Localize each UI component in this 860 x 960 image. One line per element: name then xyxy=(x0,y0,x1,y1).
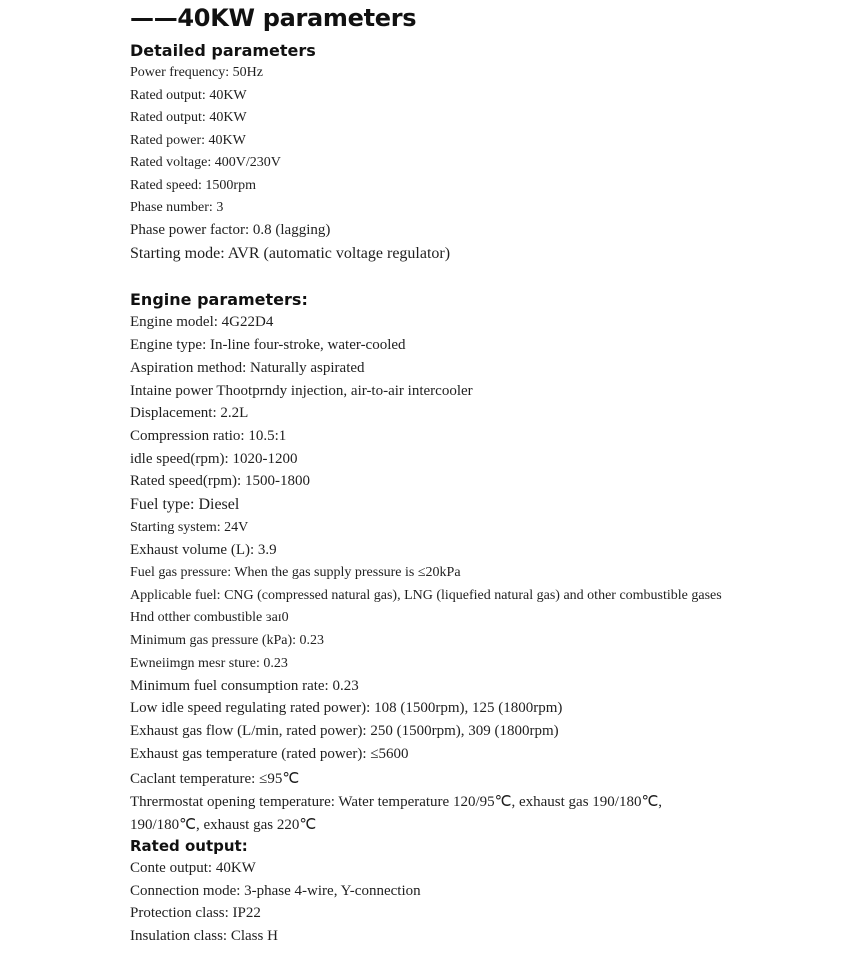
engine-line: 190/180℃, exhaust gas 220℃ xyxy=(130,817,317,833)
engine-parameters-heading: Engine parameters: xyxy=(130,290,308,309)
engine-line: Intaine power Thootprndy injection, air-to-air intercooler xyxy=(130,383,473,399)
engine-line: Minimum fuel consumption rate: 0.23 xyxy=(130,678,359,694)
engine-line: Starting system: 24V xyxy=(130,520,249,535)
detailed-line: Rated power: 40KW xyxy=(130,133,246,148)
detailed-line: Rated voltage: 400V/230V xyxy=(130,155,281,170)
engine-line: Fuel gas pressure: When the gas supply pressure is ≤20kPa xyxy=(130,565,461,580)
engine-line: Displacement: 2.2L xyxy=(130,405,249,421)
rated-output-line: Insulation class: Class H xyxy=(130,928,278,944)
engine-line: Exhaust volume (L): 3.9 xyxy=(130,542,277,558)
engine-line: Ewneiimgn mesr sture: 0.23 xyxy=(130,656,288,671)
engine-line: Applicable fuel: CNG (compressed natural gas), LNG (liquefied natural gas) and other combustible gases xyxy=(130,588,722,603)
engine-line: Engine model: 4G22D4 xyxy=(130,314,274,330)
engine-line: Caclant temperature: ≤95℃ xyxy=(130,771,300,787)
engine-line: Hnd otther combustible ɜaɪ0 xyxy=(130,610,289,625)
detailed-line: Phase number: 3 xyxy=(130,200,224,215)
engine-line: Exhaust gas flow (L/min, rated power): 250 (1500rpm), 309 (1800rpm) xyxy=(130,723,559,739)
detailed-line: Rated speed: 1500rpm xyxy=(130,178,256,193)
rated-output-line: Protection class: IP22 xyxy=(130,905,261,921)
engine-line: Aspiration method: Naturally aspirated xyxy=(130,360,365,376)
detailed-line: Starting mode: AVR (automatic voltage regulator) xyxy=(130,245,451,262)
engine-line: Thrermostat opening temperature: Water temperature 120/95℃, exhaust gas 190/180℃, xyxy=(130,794,663,810)
engine-line: idle speed(rpm): 1020-1200 xyxy=(130,451,298,467)
detailed-line: Rated output: 40KW xyxy=(130,110,247,125)
detailed-line: Phase power factor: 0.8 (lagging) xyxy=(130,222,331,238)
rated-output-line: Conte output: 40KW xyxy=(130,860,256,876)
rated-output-heading: Rated output: xyxy=(130,837,248,855)
rated-output-line: Connection mode: 3-phase 4-wire, Y-connection xyxy=(130,883,421,899)
engine-line: Fuel type: Diesel xyxy=(130,496,240,513)
engine-line: Minimum gas pressure (kPa): 0.23 xyxy=(130,633,325,648)
engine-line: Engine type: In-line four-stroke, water-cooled xyxy=(130,337,406,353)
detailed-line: Rated output: 40KW xyxy=(130,88,247,103)
engine-line: Compression ratio: 10.5:1 xyxy=(130,428,287,444)
detailed-parameters-heading: Detailed parameters xyxy=(130,41,316,60)
engine-line: Rated speed(rpm): 1500-1800 xyxy=(130,473,310,489)
page-title: ——40KW parameters xyxy=(130,4,417,32)
engine-line: Low idle speed regulating rated power): 108 (1500rpm), 125 (1800rpm) xyxy=(130,700,563,716)
detailed-line: Power frequency: 50Hz xyxy=(130,65,263,80)
engine-line: Exhaust gas temperature (rated power): ≤5600 xyxy=(130,746,409,762)
